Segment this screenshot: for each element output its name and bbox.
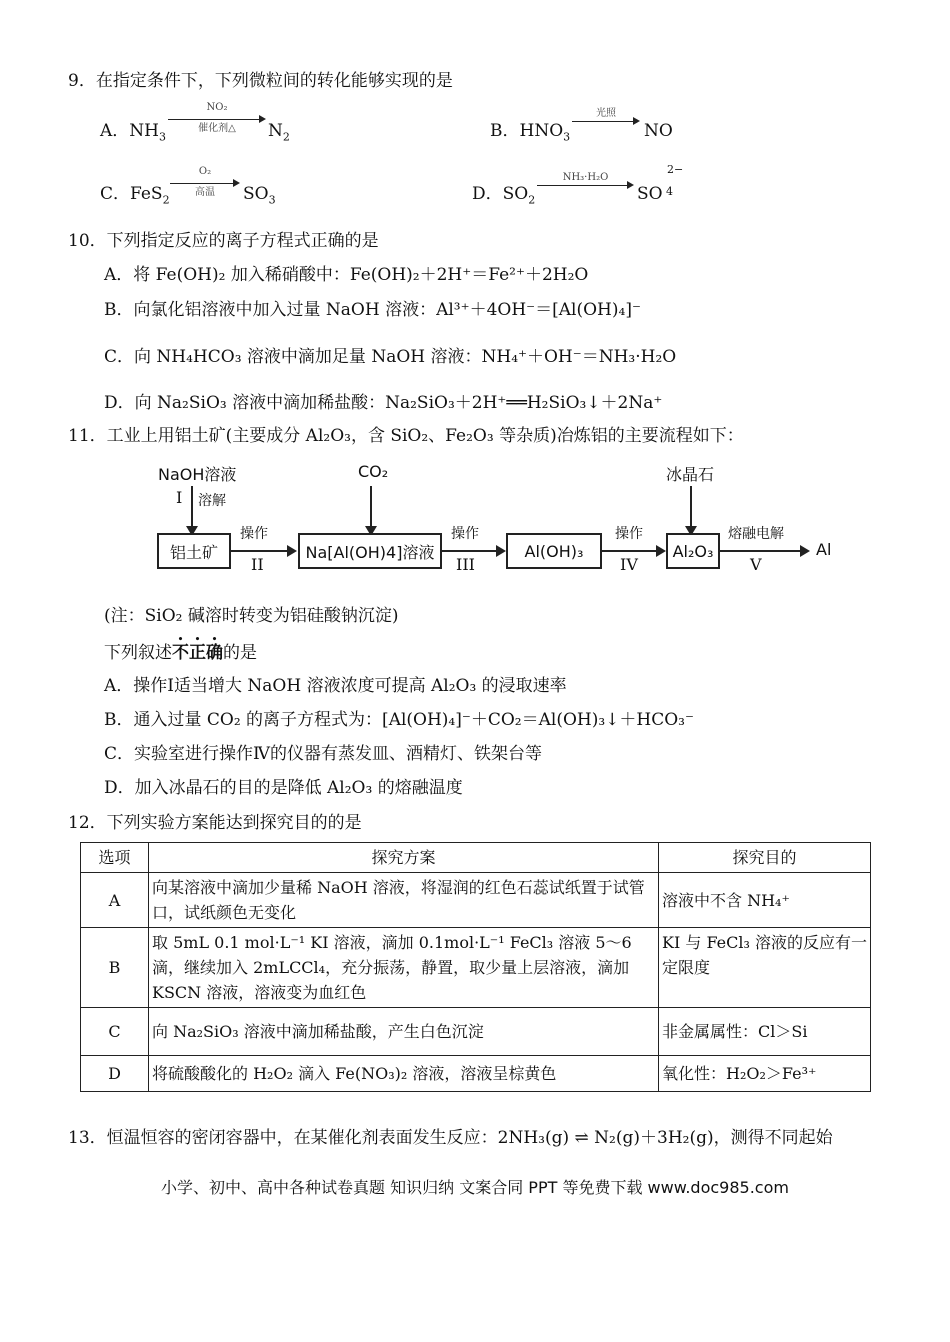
cell-plan: 取 5mL 0.1 mol·L⁻¹ KI 溶液，滴加 0.1mol·L⁻¹ FeCl₃ 溶液 5～6 滴，继续加入 2mLCCl₄，充分振荡，静置，取少量上层溶液，滴加 KSCN 溶液，溶液变为血红色 bbox=[149, 928, 659, 1008]
cell-purpose: KI 与 FeCl₃ 溶液的反应有一定限度 bbox=[659, 928, 871, 1008]
arrow-head bbox=[656, 545, 666, 557]
box-sodium-aluminate: Na[Al(OH)4]溶液 bbox=[298, 533, 442, 569]
step-i-label: I bbox=[176, 488, 183, 507]
q9-option-d-product: SO bbox=[637, 184, 663, 204]
connector bbox=[602, 550, 656, 552]
header-plan: 探究方案 bbox=[149, 843, 659, 873]
q9-option-a-product: $N_2$ bbox=[268, 121, 290, 144]
cell-purpose: 氧化性：H₂O₂＞Fe³⁺ bbox=[659, 1056, 871, 1092]
cell-plan: 向 Na₂SiO₃ 溶液中滴加稀盐酸，产生白色沉淀 bbox=[149, 1008, 659, 1056]
arrow-head bbox=[496, 545, 506, 557]
op-v-word: 熔融电解 bbox=[728, 526, 784, 542]
q9-option-d-subscript: 4 bbox=[666, 185, 673, 198]
reaction-arrow: NH₃·H₂O bbox=[537, 172, 634, 198]
arrow-head bbox=[800, 545, 810, 557]
q10-stem: 10．下列指定反应的离子方程式正确的是 bbox=[68, 231, 379, 251]
box-aluminum-hydroxide: Al(OH)₃ bbox=[506, 533, 602, 569]
q9-option-b-product: NO bbox=[644, 121, 673, 141]
page-footer: 小学、初中、高中各种试卷真题 知识归纳 文案合同 PPT 等免费下载 www.doc985.com bbox=[161, 1178, 789, 1197]
cell-option: B bbox=[81, 928, 149, 1008]
q12-stem: 12．下列实验方案能达到探究目的的是 bbox=[68, 813, 362, 833]
q12-table bbox=[80, 842, 871, 1092]
q11-stem: 11．工业上用铝土矿(主要成分 Al₂O₃，含 SiO₂、Fe₂O₃ 等杂质)冶炼铝的主要流程如下： bbox=[68, 426, 744, 446]
q10-option-c: C．向 NH₄HCO₃ 溶液中滴加足量 NaOH 溶液：NH₄⁺＋OH⁻＝NH₃·H₂O bbox=[104, 347, 677, 367]
q10-option-d: D．向 Na₂SiO₃ 溶液中滴加稀盐酸：Na₂SiO₃＋2H⁺══H₂SiO₃↓＋2Na⁺ bbox=[104, 393, 663, 413]
emphasis-char: 确 bbox=[206, 643, 223, 663]
cell-purpose: 溶液中不含 NH₄⁺ bbox=[659, 873, 871, 928]
op-iv-label: IV bbox=[620, 555, 638, 574]
reaction-arrow: 光照 bbox=[572, 108, 640, 134]
q9-option-c: C．FeS$_2$ bbox=[100, 184, 170, 207]
reagent-cryolite: 冰晶石 bbox=[666, 465, 715, 484]
q11-option-b: B．通入过量 CO₂ 的离子方程式为：[Al(OH)₄]⁻＋CO₂＝Al(OH)₃↓＋HCO₃⁻ bbox=[104, 710, 694, 730]
box-alumina: Al₂O₃ bbox=[666, 533, 720, 569]
table-header-row bbox=[81, 843, 871, 873]
cell-plan: 向某溶液中滴加少量稀 NaOH 溶液，将湿润的红色石蕊试纸置于试管口，试纸颜色无变化 bbox=[149, 873, 659, 928]
q11-option-c: C．实验室进行操作Ⅳ的仪器有蒸发皿、酒精灯、铁架台等 bbox=[104, 744, 542, 764]
connector bbox=[690, 486, 692, 526]
q11-ask: 下列叙述不正确的是 bbox=[104, 643, 257, 663]
cell-option: A bbox=[81, 873, 149, 928]
op-label: 操作 bbox=[451, 526, 479, 542]
table-row bbox=[81, 928, 871, 1008]
op-label: 操作 bbox=[240, 526, 268, 542]
q10-option-a: A．将 Fe(OH)₂ 加入稀硝酸中：Fe(OH)₂＋2H⁺＝Fe²⁺＋2H₂O bbox=[104, 265, 589, 285]
arrow-head bbox=[287, 545, 297, 557]
emphasis-char: 正 bbox=[189, 643, 206, 663]
connector bbox=[720, 550, 800, 552]
connector bbox=[442, 550, 496, 552]
connector bbox=[191, 486, 193, 526]
reagent-naoh: NaOH溶液 bbox=[158, 465, 237, 484]
op-v-label: V bbox=[750, 555, 762, 574]
table-row bbox=[81, 1056, 871, 1092]
cell-plan: 将硫酸酸化的 H₂O₂ 滴入 Fe(NO₃)₂ 溶液，溶液呈棕黄色 bbox=[149, 1056, 659, 1092]
table-row bbox=[81, 1008, 871, 1056]
header-option: 选项 bbox=[81, 843, 149, 873]
op-iii-label: III bbox=[456, 555, 475, 574]
reagent-co2: CO₂ bbox=[358, 462, 389, 481]
connector bbox=[370, 486, 372, 526]
q9-option-c-product: $SO_3$ bbox=[243, 184, 276, 207]
table-row bbox=[81, 873, 871, 928]
q9-option-a: A．$NH_3$ bbox=[100, 121, 166, 144]
reaction-arrow: O₂ 高温 bbox=[170, 166, 240, 200]
q11-option-a: A．操作Ⅰ适当增大 NaOH 溶液浓度可提高 Al₂O₃ 的浸取速率 bbox=[104, 676, 567, 696]
reaction-arrow: NO₂ 催化剂△ bbox=[168, 102, 266, 136]
cell-purpose: 非金属属性：Cl＞Si bbox=[659, 1008, 871, 1056]
q11-note: (注：SiO₂ 碱溶时转变为铝硅酸钠沉淀) bbox=[104, 606, 399, 626]
emphasis-char: 不 bbox=[172, 643, 189, 663]
box-bauxite: 铝土矿 bbox=[157, 533, 231, 569]
q9-option-b: B．$HNO_3$ bbox=[490, 121, 571, 144]
header-purpose: 探究目的 bbox=[659, 843, 871, 873]
q9-option-d-charge: 2− bbox=[667, 163, 684, 176]
q11-option-d: D．加入冰晶石的目的是降低 Al₂O₃ 的熔融温度 bbox=[104, 778, 463, 798]
step-i-word: 溶解 bbox=[198, 493, 226, 509]
q9-option-d: D．$SO_2$ bbox=[472, 184, 536, 207]
q9-stem: 9．在指定条件下，下列微粒间的转化能够实现的是 bbox=[68, 71, 453, 91]
op-label: 操作 bbox=[615, 526, 643, 542]
cell-option: C bbox=[81, 1008, 149, 1056]
cell-option: D bbox=[81, 1056, 149, 1092]
q10-option-b: B．向氯化铝溶液中加入过量 NaOH 溶液：Al³⁺＋4OH⁻＝[Al(OH)₄]⁻ bbox=[104, 300, 641, 320]
q13-stem: 13．恒温恒容的密闭容器中，在某催化剂表面发生反应：2NH₃(g) ⇌ N₂(g)＋3H₂(g)，测得不同起始 bbox=[68, 1128, 833, 1148]
product-al: Al bbox=[816, 540, 832, 559]
op-ii-label: II bbox=[251, 555, 264, 574]
connector bbox=[231, 550, 287, 552]
